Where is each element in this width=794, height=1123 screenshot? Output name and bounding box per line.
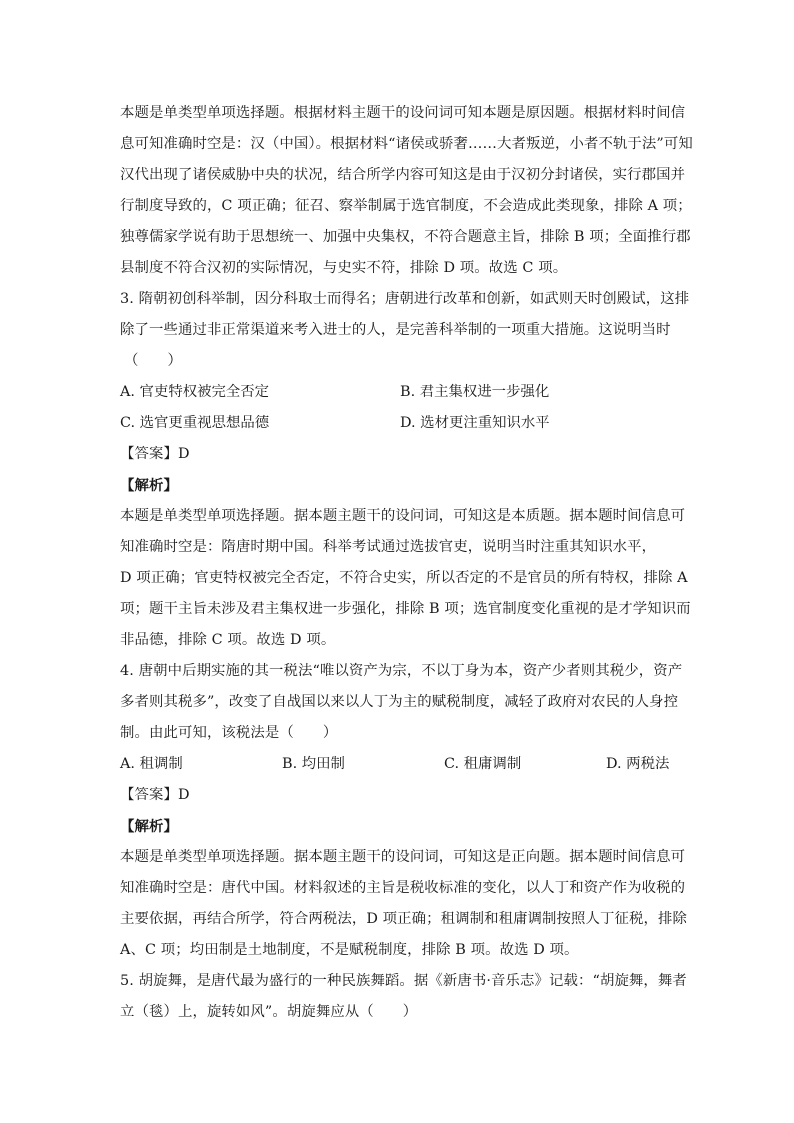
text-line: 知准确时空是：隋唐时期中国。科举考试通过选拔官吏，说明当时注重其知识水平， (120, 539, 657, 555)
text-line: 行制度导致的，C 项正确；征召、察举制属于选官制度，不会造成此类现象，排除 A 项； (120, 198, 692, 214)
option-d: D. 选材更注重知识水平 (400, 415, 550, 431)
text-line: 主要依据，再结合所学，符合两税法，D 项正确；租调制和租庸调制按照人丁征税，排除 (120, 911, 687, 927)
option-c: C. 租庸调制 (444, 756, 522, 772)
question-stem: 5. 胡旋舞，是唐代最为盛行的一种民族舞蹈。据《新唐书·音乐志》记载：“胡旋舞，舞者 (120, 973, 687, 989)
option-b: B. 君主集权进一步强化 (400, 384, 550, 400)
option-a: A. 租调制 (120, 756, 183, 772)
analysis-label: 【解析】 (120, 818, 178, 835)
text-line: 知准确时空是：唐代中国。材料叙述的主旨是税收标准的变化，以人丁和资产作为收税的 (120, 880, 686, 896)
question-stem: 4. 唐朝中后期实施的其一税法“唯以资产为宗，不以丁身为本，资产少者则其税少，资产 (120, 663, 683, 679)
text-line: 项；题干主旨未涉及君主集权进一步强化，排除 B 项；选官制度变化重视的是才学知识而 (120, 601, 691, 617)
question-4 (120, 656, 687, 966)
text-line: D 项正确；官吏特权被完全否定，不符合史实，所以否定的不是官员的所有特权，排除 A (120, 570, 688, 586)
answer-label: 【答案】D (120, 787, 190, 803)
option-c: C. 选官更重视思想品德 (120, 415, 270, 431)
question-stem: 3. 隋朝初创科举制，因分科取士而得名；唐朝进行改革和创新，如武则天时创殿试，这排 (120, 291, 690, 307)
option-b: B. 均田制 (282, 756, 345, 772)
q2-analysis (120, 98, 693, 284)
options-row (120, 408, 680, 439)
document-page (120, 98, 693, 1028)
question-stem: 制。由此可知，该税法是（ ） (120, 725, 338, 741)
question-stem: 多者则其税多”，改变了自战国以来以人丁为主的赋税制度，减轻了政府对农民的人身控 (120, 694, 679, 710)
answer-blank: （ ） (124, 353, 182, 369)
text-line: 汉代出现了诸侯威胁中央的状况，结合所学内容可知这是由于汉初分封诸侯，实行郡国并 (120, 167, 686, 183)
question-stem: 立（毯）上，旋转如风”。胡旋舞应从（ ） (120, 1004, 418, 1020)
text-line: 非品德，排除 C 项。故选 D 项。 (120, 632, 336, 648)
text-line: 县制度不符合汉初的实际情况，与史实不符，排除 D 项。故选 C 项。 (120, 260, 568, 276)
text-line: 本题是单类型单项选择题。据本题主题干的设问词，可知这是本质题。据本题时间信息可 (120, 508, 686, 524)
option-d: D. 两税法 (606, 756, 670, 772)
answer-label: 【答案】D (120, 446, 190, 462)
text-line: 本题是单类型单项选择题。据本题主题干的设问词，可知这是正向题。据本题时间信息可 (120, 849, 686, 865)
question-3 (120, 284, 691, 656)
options-row (120, 377, 680, 408)
analysis-label: 【解析】 (120, 477, 178, 494)
text-line: A、C 项；均田制是土地制度，不是赋税制度，排除 B 项。故选 D 项。 (120, 942, 579, 958)
option-a: A. 官吏特权被完全否定 (120, 384, 270, 400)
question-5 (120, 966, 687, 1028)
text-line: 独尊儒家学说有助于思想统一、加强中央集权，不符合题意主旨，排除 B 项；全面推行郡 (120, 229, 691, 245)
options-row (120, 749, 680, 780)
question-stem: 除了一些通过非正常渠道来考入进士的人，是完善科举制的一项重大措施。这说明当时 (120, 322, 671, 338)
text-line: 本题是单类型单项选择题。根据材料主题干的设问词可知本题是原因题。根据材料时间信 (120, 105, 686, 121)
text-line: 息可知准确时空是：汉（中国）。根据材料“诸侯或骄奢……大者叛逆，小者不轨于法”可知 (120, 136, 693, 152)
